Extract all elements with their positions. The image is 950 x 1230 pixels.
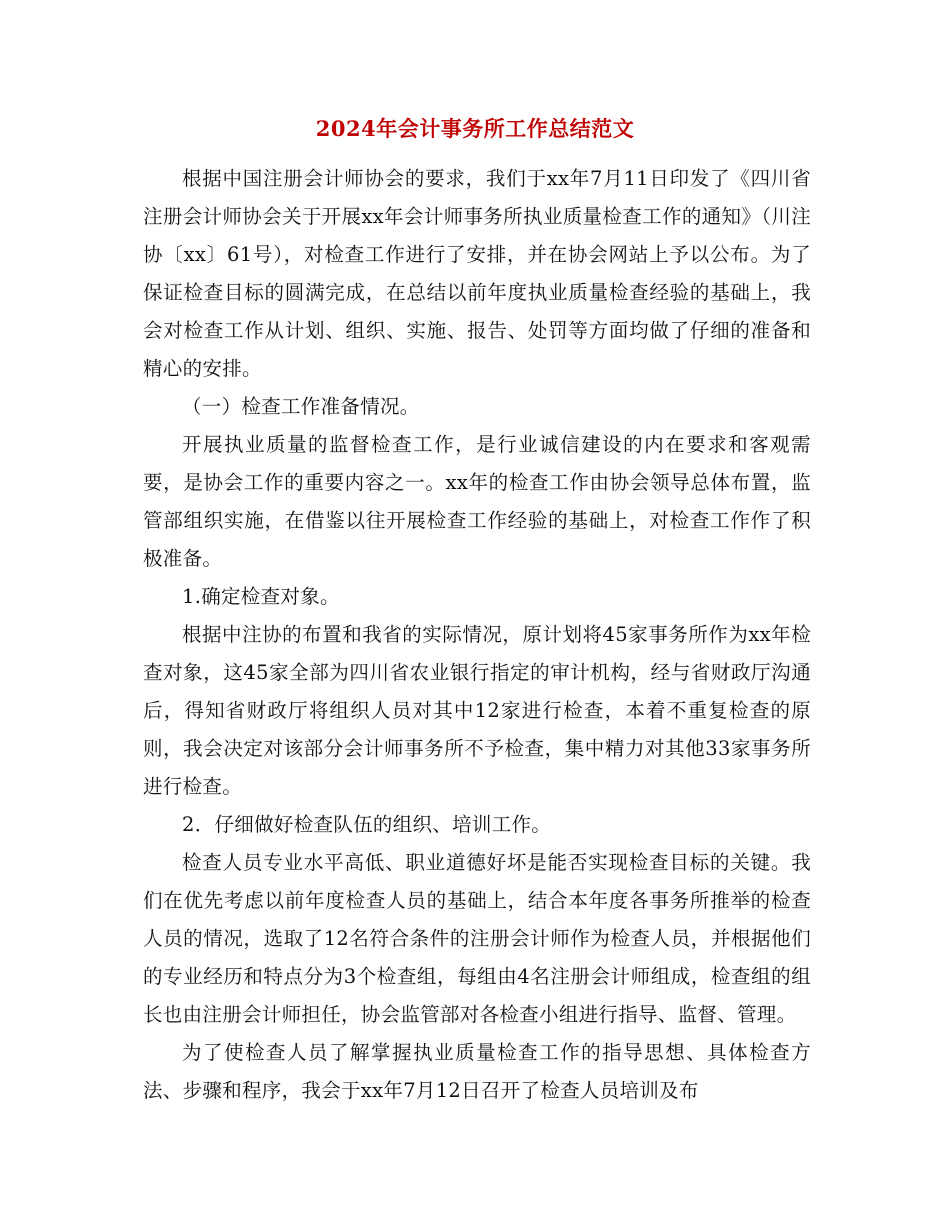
paragraph-training: 为了使检查人员了解掌握执业质量检查工作的指导思想、具体检查方法、步骤和程序，我会于xx年7月12日召开了检查人员培训及布 xyxy=(143,1041,811,1102)
subheading-team: 2．仔细做好检查队伍的组织、培训工作。 xyxy=(182,813,552,836)
document-title: 2024年会计事务所工作总结范文 xyxy=(315,116,635,141)
paragraph-targets: 根据中注协的布置和我省的实际情况，原计划将45家事务所作为xx年检查对象，这45家全部为四川省农业银行指定的审计机构，经与省财政厅沟通后，得知省财政厅将组织人员对其中12家进行检查，本着不重复检查的原则，我会决定对该部分会计师事务所不予检查，集中精力对其他33家事务所进行检查。 xyxy=(143,623,811,798)
paragraph-intro: 根据中国注册会计师协会的要求，我们于xx年7月11日印发了《四川省注册会计师协会关于开展xx年会计师事务所执业质量检查工作的通知》（川注协〔xx〕61号），对检查工作进行了安排，并在协会网站上予以公布。为了保证检查目标的圆满完成，在总结以前年度执业质量检查经验的基础上，我会对检查工作从计划、组织、实施、报告、处罚等方面均做了仔细的准备和精心的安排。 xyxy=(143,167,811,380)
subheading-targets: 1.确定检查对象。 xyxy=(182,585,340,608)
paragraph-preparation: 开展执业质量的监督检查工作，是行业诚信建设的内在要求和客观需要，是协会工作的重要内容之一。xx年的检查工作由协会领导总体布置，监管部组织实施，在借鉴以往开展检查工作经验的基础上，对检查工作作了积极准备。 xyxy=(143,433,811,570)
paragraph-team: 检查人员专业水平高低、职业道德好坏是能否实现检查目标的关键。我们在优先考虑以前年度检查人员的基础上，结合本年度各事务所推举的检查人员的情况，选取了12名符合条件的注册会计师作为检查人员，并根据他们的专业经历和特点分为3个检查组，每组由4名注册会计师组成，检查组的组长也由注册会计师担任，协会监管部对各检查小组进行指导、监督、管理。 xyxy=(143,851,811,1026)
section-heading-preparation: （一）检查工作准备情况。 xyxy=(182,395,420,418)
document-body xyxy=(143,160,811,1110)
